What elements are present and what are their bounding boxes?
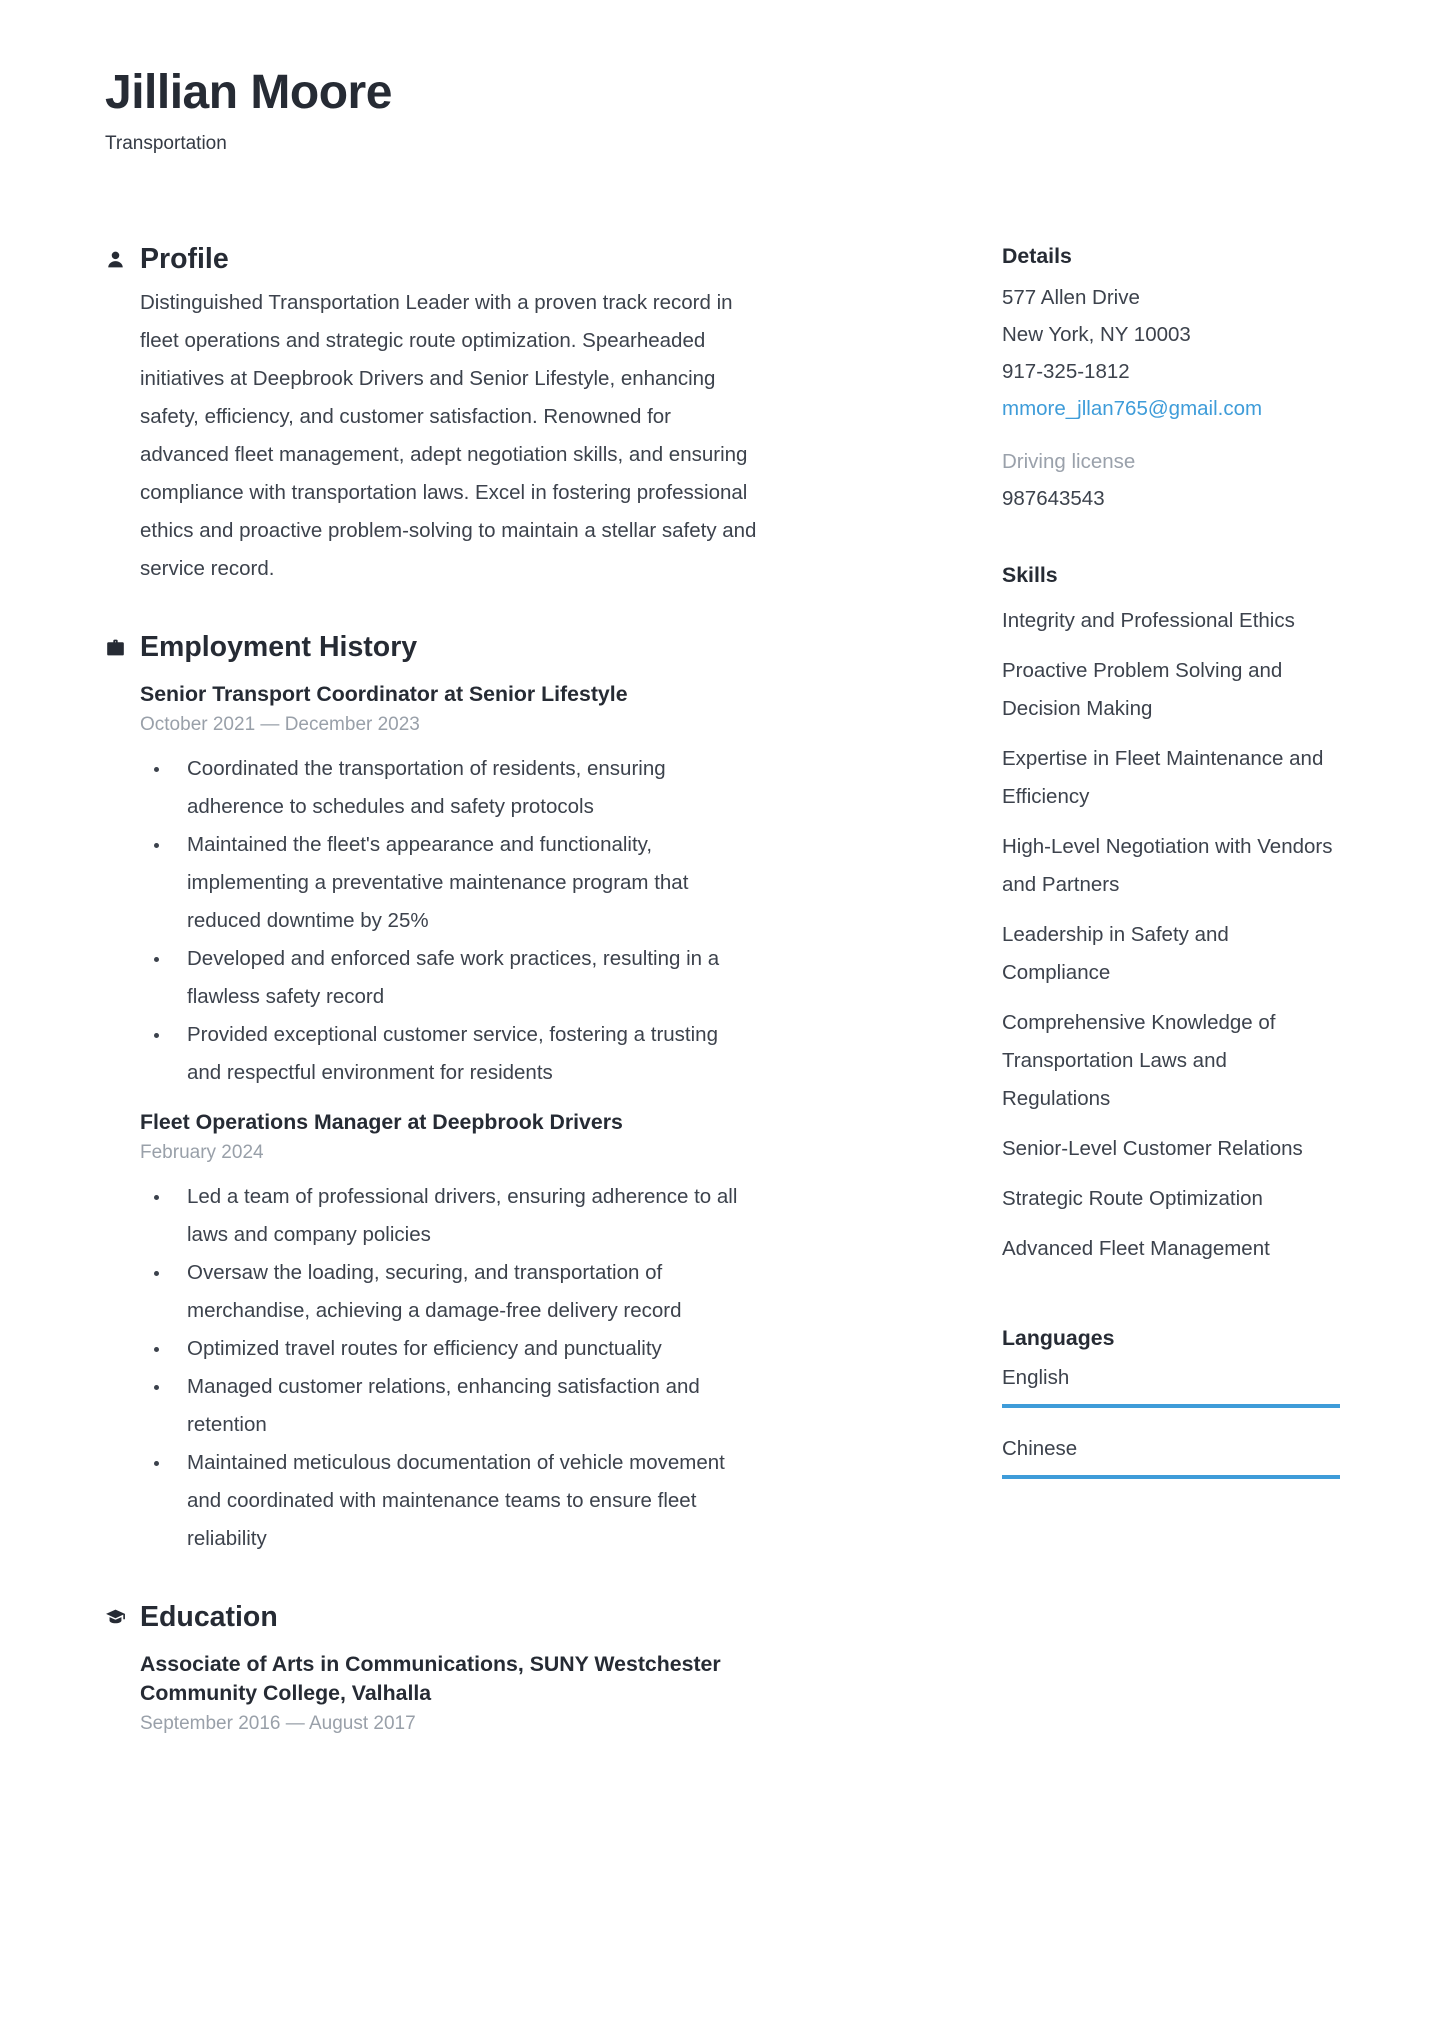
driving-license-label: Driving license: [1002, 450, 1136, 473]
education-section: [105, 1600, 757, 1737]
skills-heading: Skills: [1002, 563, 1058, 587]
job-bullet: Managed customer relations, enhancing satisfaction and retention: [154, 1368, 757, 1444]
candidate-job-title: Transportation: [105, 133, 227, 154]
education-degree: Associate of Arts in Communications, SUNY Westchester Community College, Valhalla: [140, 1652, 721, 1705]
job-bullet: Oversaw the loading, securing, and transportation of merchandise, achieving a damage-free delivery record: [154, 1254, 757, 1330]
language-item: [1002, 1434, 1340, 1479]
education-list: [140, 1650, 757, 1737]
skills-section: [1002, 561, 1340, 1268]
profile-heading: [105, 242, 757, 276]
job-dates: February 2024: [140, 1142, 264, 1163]
skill-item: Senior-Level Customer Relations: [1002, 1137, 1303, 1160]
language-proficiency-fill: [1002, 1404, 1340, 1408]
driving-license-value: 987643543: [1002, 487, 1105, 510]
skill-item: Strategic Route Optimization: [1002, 1187, 1263, 1210]
skill-item: Leadership in Safety and Compliance: [1002, 923, 1229, 984]
address-line-2: New York, NY 10003: [1002, 323, 1191, 346]
job-bullet: Maintained meticulous documentation of vehicle movement and coordinated with maintenance teams to ensure fleet reliability: [154, 1444, 757, 1558]
job-entry: [140, 680, 757, 1092]
job-dates: October 2021 — December 2023: [140, 714, 420, 735]
education-heading: [105, 1600, 757, 1634]
language-list: [1002, 1363, 1340, 1479]
email-link[interactable]: mmore_jllan765@gmail.com: [1002, 397, 1263, 420]
candidate-name: Jillian Moore: [105, 66, 392, 119]
job-bullet: Optimized travel routes for efficiency and punctuality: [154, 1330, 757, 1368]
sidebar: [1002, 64, 1340, 2036]
graduation-cap-icon: [105, 1607, 126, 1628]
languages-section: [1002, 1324, 1340, 1479]
language-name: English: [1002, 1366, 1070, 1389]
language-item: [1002, 1363, 1340, 1408]
language-proficiency-bar: [1002, 1475, 1340, 1479]
profile-heading-label: Profile: [140, 243, 229, 275]
employment-heading-label: Employment History: [140, 631, 418, 663]
address-line-1: 577 Allen Drive: [1002, 286, 1140, 309]
job-title: Fleet Operations Manager at Deepbrook Drivers: [140, 1110, 623, 1134]
main-column: [105, 64, 757, 2036]
education-heading-label: Education: [140, 1601, 278, 1633]
employment-heading: [105, 630, 757, 664]
skill-item: Expertise in Fleet Maintenance and Efficiency: [1002, 747, 1324, 808]
job-bullet: Coordinated the transportation of residents, ensuring adherence to schedules and safety protocols: [154, 750, 757, 826]
briefcase-icon: [105, 637, 126, 658]
employment-section: [105, 630, 757, 1558]
header: [105, 64, 757, 157]
job-title: Senior Transport Coordinator at Senior Lifestyle: [140, 682, 628, 706]
job-bullet: Provided exceptional customer service, fostering a trusting and respectful environment for residents: [154, 1016, 757, 1092]
skill-item: High-Level Negotiation with Vendors and Partners: [1002, 835, 1333, 896]
profile-summary-text: Distinguished Transportation Leader with a proven track record in fleet operations and strategic route optimization. Spearheaded initiatives at Deepbrook Drivers and Senior Lifestyle, enhancing safety, efficiency, and customer satisfaction. Renowned for advanced fleet management, adept negotiation skills, and ensuring compliance with transportation laws. Excel in fostering professional ethics and proactive problem-solving to maintain a stellar safety and service record.: [140, 291, 757, 580]
job-bullet: Developed and enforced safe work practices, resulting in a flawless safety record: [154, 940, 757, 1016]
details-heading: Details: [1002, 244, 1072, 268]
details-section: [1002, 242, 1340, 513]
skill-item: Comprehensive Knowledge of Transportation Laws and Regulations: [1002, 1011, 1276, 1110]
language-proficiency-bar: [1002, 1404, 1340, 1408]
profile-section: [105, 242, 757, 588]
languages-heading: Languages: [1002, 1326, 1115, 1350]
skill-item: Advanced Fleet Management: [1002, 1237, 1270, 1260]
person-icon: [105, 249, 126, 270]
job-bullet-list: [140, 750, 757, 1092]
job-entry: [140, 1108, 757, 1558]
job-bullet-list: [140, 1178, 757, 1558]
job-bullet: Maintained the fleet's appearance and functionality, implementing a preventative maintenance program that reduced downtime by 25%: [154, 826, 757, 940]
skill-item: Integrity and Professional Ethics: [1002, 609, 1295, 632]
job-bullet: Led a team of professional drivers, ensuring adherence to all laws and company policies: [154, 1178, 757, 1254]
skill-list: [1002, 602, 1340, 1268]
job-list: [140, 680, 757, 1558]
language-name: Chinese: [1002, 1437, 1078, 1460]
phone-number: 917-325-1812: [1002, 360, 1130, 383]
education-entry: [140, 1650, 757, 1737]
skill-item: Proactive Problem Solving and Decision Making: [1002, 659, 1283, 720]
language-proficiency-fill: [1002, 1475, 1340, 1479]
education-dates: September 2016 — August 2017: [140, 1713, 416, 1734]
